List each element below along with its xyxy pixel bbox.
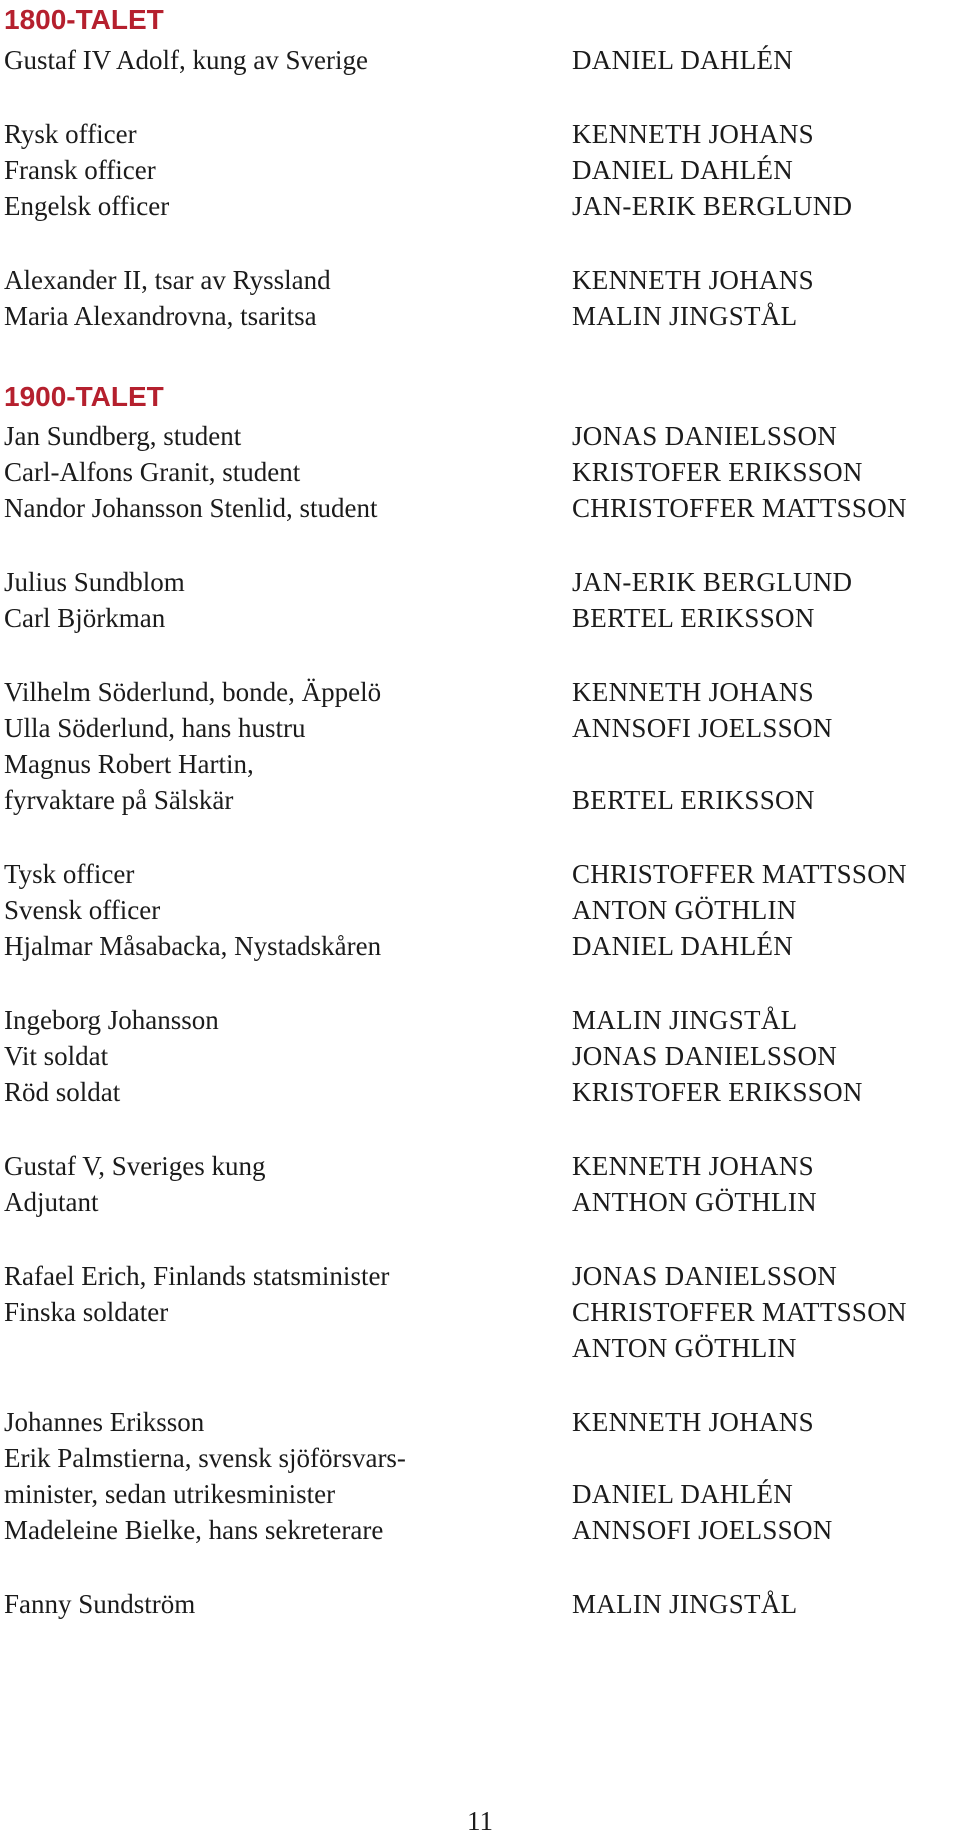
actor-name: JONAS DANIELSSON [572, 421, 838, 451]
role-name: Erik Palmstierna, svensk sjöförsvars- [4, 1443, 406, 1473]
section-heading-1800: 1800-TALET [4, 4, 164, 35]
role-name: Rafael Erich, Finlands statsminister [4, 1261, 390, 1291]
actor-name: KENNETH JOHANS [572, 1407, 814, 1437]
actor-name: DANIEL DAHLÉN [572, 155, 794, 185]
role-name: Adjutant [4, 1187, 99, 1217]
actor-name: JONAS DANIELSSON [572, 1261, 838, 1291]
role-name: Vit soldat [4, 1041, 109, 1071]
actor-name: CHRISTOFFER MATTSSON [572, 859, 907, 889]
actor-name: MALIN JINGSTÅL [572, 1589, 798, 1619]
role-name: Ulla Söderlund, hans hustru [4, 713, 306, 743]
actor-name: KENNETH JOHANS [572, 1151, 814, 1181]
role-name: Gustaf IV Adolf, kung av Sverige [4, 45, 368, 75]
role-name: Gustaf V, Sveriges kung [4, 1151, 266, 1181]
actor-name: JAN-ERIK BERGLUND [572, 567, 853, 597]
actor-name: ANNSOFI JOELSSON [572, 1515, 833, 1545]
section-heading-1900: 1900-TALET [4, 381, 164, 412]
role-name: Engelsk officer [4, 191, 170, 221]
role-name: Johannes Eriksson [4, 1407, 205, 1437]
actor-name: ANNSOFI JOELSSON [572, 713, 833, 743]
actor-name: JAN-ERIK BERGLUND [572, 191, 853, 221]
actor-name: BERTEL ERIKSSON [572, 603, 815, 633]
role-name: Julius Sundblom [4, 567, 185, 597]
role-name: Carl Björkman [4, 603, 166, 633]
role-name: Tysk officer [4, 859, 135, 889]
role-name: Ingeborg Johansson [4, 1005, 219, 1035]
role-name: Alexander II, tsar av Ryssland [4, 265, 331, 295]
role-name: Hjalmar Måsabacka, Nystadskåren [4, 931, 382, 961]
actor-name: KRISTOFER ERIKSSON [572, 457, 863, 487]
page-number: 11 [467, 1806, 493, 1836]
actor-name: ANTHON GÖTHLIN [572, 1187, 817, 1217]
actor-name: CHRISTOFFER MATTSSON [572, 493, 907, 523]
actor-name: KRISTOFER ERIKSSON [572, 1077, 863, 1107]
actor-name: ANTON GÖTHLIN [572, 1333, 797, 1363]
role-name: Carl-Alfons Granit, student [4, 457, 301, 487]
role-name: Jan Sundberg, student [4, 421, 242, 451]
actor-name: JONAS DANIELSSON [572, 1041, 838, 1071]
actor-name: ANTON GÖTHLIN [572, 895, 797, 925]
actor-name: KENNETH JOHANS [572, 677, 814, 707]
role-name: Maria Alexandrovna, tsaritsa [4, 301, 317, 331]
actor-name: MALIN JINGSTÅL [572, 1005, 798, 1035]
role-name: Vilhelm Söderlund, bonde, Äppelö [4, 677, 382, 707]
actor-name: BERTEL ERIKSSON [572, 785, 815, 815]
role-name: Svensk officer [4, 895, 161, 925]
role-name: Magnus Robert Hartin, [4, 749, 254, 779]
role-name: Finska soldater [4, 1297, 169, 1327]
actor-name: DANIEL DAHLÉN [572, 931, 794, 961]
role-name: minister, sedan utrikesminister [4, 1479, 336, 1509]
role-name: Röd soldat [4, 1077, 121, 1107]
actor-name: KENNETH JOHANS [572, 119, 814, 149]
role-name: Rysk officer [4, 119, 137, 149]
actor-name: MALIN JINGSTÅL [572, 301, 798, 331]
actor-name: KENNETH JOHANS [572, 265, 814, 295]
actor-name: DANIEL DAHLÉN [572, 1479, 794, 1509]
role-name: Fransk officer [4, 155, 156, 185]
role-name: Fanny Sundström [4, 1589, 196, 1619]
actor-name: CHRISTOFFER MATTSSON [572, 1297, 907, 1327]
role-name: Madeleine Bielke, hans sekreterare [4, 1515, 384, 1545]
role-name: fyrvaktare på Sälskär [4, 785, 234, 815]
actor-name: DANIEL DAHLÉN [572, 45, 794, 75]
role-name: Nandor Johansson Stenlid, student [4, 493, 378, 523]
